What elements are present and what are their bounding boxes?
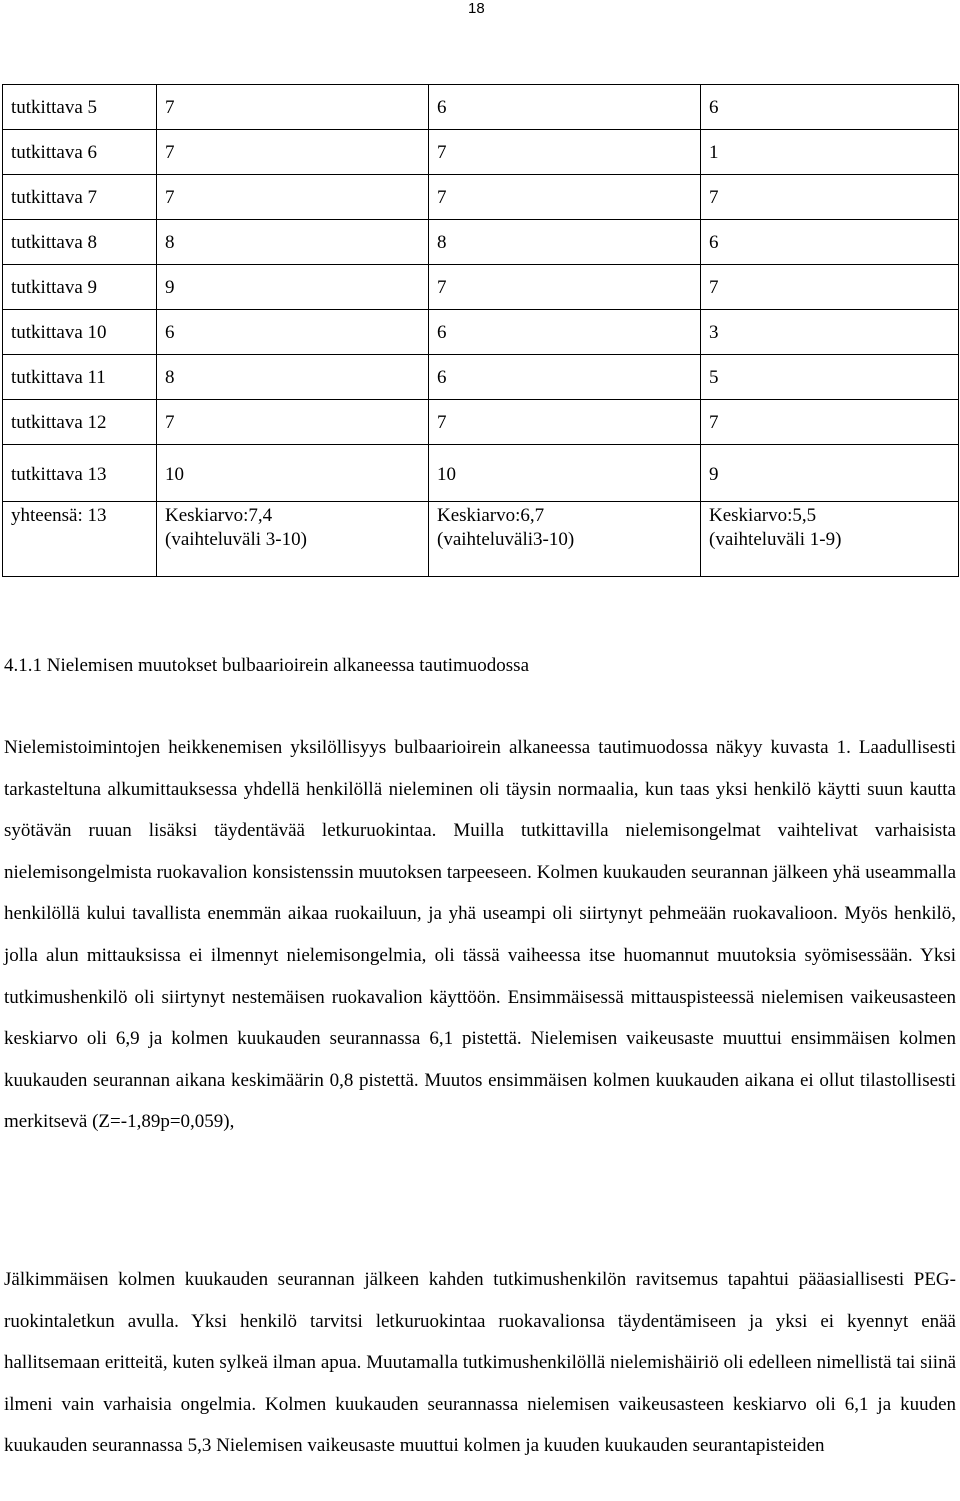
range-value: (vaihteluväli3-10)	[437, 529, 575, 550]
value-cell: 1	[701, 130, 959, 175]
value-cell: 7	[429, 265, 701, 310]
table-row	[3, 175, 959, 220]
value-cell: 7	[157, 175, 429, 220]
value-cell: 8	[157, 220, 429, 265]
table-body	[3, 85, 959, 577]
table-row	[3, 310, 959, 355]
value-cell: 7	[429, 130, 701, 175]
value-cell: 7	[157, 130, 429, 175]
value-cell: 9	[157, 265, 429, 310]
subject-cell: tutkittava 5	[3, 85, 157, 130]
value-cell: 8	[429, 220, 701, 265]
table-row	[3, 265, 959, 310]
value-cell: 6	[429, 355, 701, 400]
table-row	[3, 400, 959, 445]
value-cell: 6	[701, 220, 959, 265]
value-cell: 6	[701, 85, 959, 130]
subject-cell: tutkittava 11	[3, 355, 157, 400]
value-cell: 6	[429, 310, 701, 355]
value-cell: 8	[157, 355, 429, 400]
value-cell: 6	[157, 310, 429, 355]
value-cell: 7	[429, 400, 701, 445]
range-value: (vaihteluväli 1-9)	[709, 529, 842, 550]
mean-value: Keskiarvo:6,7	[437, 505, 545, 526]
table-row	[3, 220, 959, 265]
value-cell: 5	[701, 355, 959, 400]
value-cell: 7	[701, 175, 959, 220]
summary-cell	[157, 502, 429, 577]
summary-cell	[701, 502, 959, 577]
table-row	[3, 445, 959, 502]
subject-cell: tutkittava 8	[3, 220, 157, 265]
mean-value: Keskiarvo:5,5	[709, 505, 817, 526]
value-cell: 7	[701, 265, 959, 310]
results-table	[2, 84, 959, 577]
table-row	[3, 130, 959, 175]
subject-cell: tutkittava 6	[3, 130, 157, 175]
value-cell: 7	[157, 400, 429, 445]
body-paragraph: Jälkimmäisen kolmen kuukauden seurannan jälkeen kahden tutkimushenkilön ravitsemus tapahtui pääasiallisesti PEG-ruokintaletkun avulla. Yksi henkilö tarvitsi letkuruokintaa ruokavalionsa täydentämiseen ja yksi ei kyennyt enää hallitsemaan eritteitä, kuten sylkeä ilman apua. Muutamalla tutkimushenkilöllä nielemishäiriö oli edelleen nimellistä tai siinä ilmeni vain varhaisia ongelmia. Kolmen kuukauden seurannassa nielemisen vaikeusasteen keskiarvo oli 6,1 ja kuuden kuukauden seurannassa 5,3 Nielemisen vaikeusaste muuttui kolmen ja kuuden kuukauden seurantapisteiden	[4, 1269, 956, 1457]
value-cell: 7	[157, 85, 429, 130]
summary-label: yhteensä: 13	[3, 502, 157, 577]
subject-cell: tutkittava 7	[3, 175, 157, 220]
value-cell: 10	[429, 445, 701, 502]
table-row	[3, 355, 959, 400]
subject-cell: tutkittava 9	[3, 265, 157, 310]
page-number: 18	[468, 0, 485, 17]
summary-row	[3, 502, 959, 577]
value-cell: 3	[701, 310, 959, 355]
summary-cell	[429, 502, 701, 577]
table-row	[3, 85, 959, 130]
body-paragraph: Nielemistoimintojen heikkenemisen yksilöllisyys bulbaarioirein alkaneessa tautimuodossa näkyy kuvasta 1. Laadullisesti tarkasteltuna alkumittauksessa yhdellä henkilöllä nieleminen oli täysin normaalia, kun taas yksi henkilö käytti suun kautta syötävän ruuan lisäksi täydentävää letkuruokintaa. Muilla tutkittavilla nielemisongelmat vaihtelivat varhaisista nielemisongelmista ruokavalion konsistenssin muutoksen tarpeeseen. Kolmen kuukauden seurannan jälkeen yhä useammalla henkilöllä kului tavallista enemmän aikaa ruokailuun, ja yhä useampi oli siirtynyt pehmeään ruokavalioon. Myös henkilö, jolla alun mittauksissa ei ilmennyt nielemisongelmia, oli tässä vaiheessa itse huomannut muutoksia syömisessään. Yksi tutkimushenkilö oli siirtynyt nestemäisen ruokavalion käyttöön. Ensimmäisessä mittauspisteessä nielemisen vaikeusasteen keskiarvo oli 6,9 ja kolmen kuukauden seurannassa 6,1 pistettä. Nielemisen vaikeusaste muuttui ensimmäisen kolmen kuukauden seurannan aikana keskimäärin 0,8 pistettä. Muutos ensimmäisen kolmen kuukauden aikana ei ollut tilastollisesti merkitsevä (Z=-1,89p=0,059),	[4, 737, 956, 1133]
section-heading: 4.1.1 Nielemisen muutokset bulbaarioirein alkaneessa tautimuodossa	[4, 655, 530, 676]
subject-cell: tutkittava 10	[3, 310, 157, 355]
value-cell: 6	[429, 85, 701, 130]
subject-cell: tutkittava 12	[3, 400, 157, 445]
value-cell: 7	[429, 175, 701, 220]
value-cell: 9	[701, 445, 959, 502]
range-value: (vaihteluväli 3-10)	[165, 529, 307, 550]
value-cell: 7	[701, 400, 959, 445]
value-cell: 10	[157, 445, 429, 502]
mean-value: Keskiarvo:7,4	[165, 505, 273, 526]
subject-cell: tutkittava 13	[3, 445, 157, 502]
